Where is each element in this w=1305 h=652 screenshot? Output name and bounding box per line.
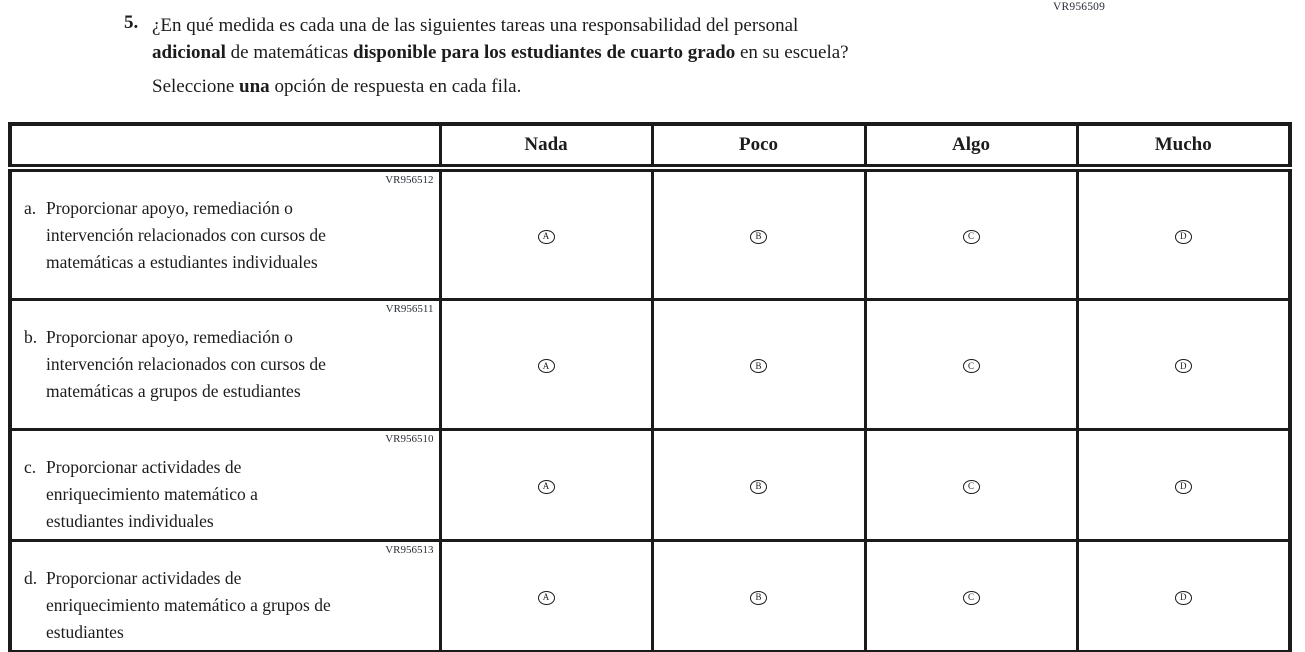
response-bubble-d-poco[interactable]: B (750, 591, 767, 605)
question-text-line1: ¿En qué medida es cada una de las siguientes tareas una responsabilidad del personal (152, 15, 799, 36)
row-b-cell-nada (440, 300, 652, 430)
row-d-cell-mucho (1077, 541, 1290, 652)
row-a-text: Proporcionar apoyo, remediación o intervención relacionados con cursos de matemáticas a estudiantes individuales (46, 198, 326, 272)
table-row-c (10, 430, 1290, 541)
response-bubble-b-algo[interactable]: C (963, 359, 980, 373)
response-bubble-d-nada[interactable]: A (538, 591, 555, 605)
row-d-item (12, 557, 439, 650)
response-bubble-d-mucho[interactable]: D (1175, 591, 1192, 605)
row-a-cell-algo (865, 168, 1077, 300)
row-d-admin-code: VR956513 (385, 544, 434, 556)
row-c-letter: c. (24, 457, 37, 477)
row-b-item (12, 316, 439, 409)
row-b-letter: b. (24, 327, 38, 347)
question-text-end: en su escuela? (735, 42, 849, 63)
question-instruction (152, 73, 1032, 100)
row-c-stub (10, 430, 440, 541)
question-bold-disponible: disponible para los estudiantes de cuarto grado (353, 42, 736, 63)
row-b-text: Proporcionar apoyo, remediación o intervención relacionados con cursos de matemáticas a grupos de estudiantes (46, 327, 326, 401)
instruction-bold-una: una (239, 76, 270, 97)
response-bubble-c-mucho[interactable]: D (1175, 480, 1192, 494)
row-a-stub (10, 168, 440, 300)
column-header-algo: Algo (865, 124, 1077, 168)
row-a-cell-poco (652, 168, 865, 300)
header-stub-cell (10, 124, 440, 168)
row-c-cell-nada (440, 430, 652, 541)
instruction-pre: Seleccione (152, 76, 240, 97)
response-matrix (8, 122, 1292, 652)
question-text-line2 (152, 39, 1032, 66)
row-b-cell-algo (865, 300, 1077, 430)
row-d-cell-nada (440, 541, 652, 652)
header-row (10, 124, 1290, 168)
table-row-d (10, 541, 1290, 652)
question-text-mid: de matemáticas (225, 42, 354, 63)
row-a-admin-code: VR956512 (385, 174, 434, 186)
response-bubble-a-algo[interactable]: C (963, 230, 980, 244)
row-c-cell-algo (865, 430, 1077, 541)
row-a-cell-nada (440, 168, 652, 300)
row-a-item (12, 187, 439, 280)
instruction-post: opción de respuesta en cada fila. (269, 76, 522, 97)
row-a-letter: a. (24, 198, 37, 218)
row-c-text: Proporcionar actividades de enriquecimiento matemático a estudiantes individuales (46, 457, 258, 531)
column-header-nada: Nada (440, 124, 652, 168)
column-header-poco: Poco (652, 124, 865, 168)
response-bubble-d-algo[interactable]: C (963, 591, 980, 605)
row-c-cell-mucho (1077, 430, 1290, 541)
response-bubble-c-algo[interactable]: C (963, 480, 980, 494)
response-bubble-a-mucho[interactable]: D (1175, 230, 1192, 244)
row-c-cell-poco (652, 430, 865, 541)
row-d-cell-poco (652, 541, 865, 652)
response-bubble-a-nada[interactable]: A (538, 230, 555, 244)
row-b-cell-mucho (1077, 300, 1290, 430)
row-b-cell-poco (652, 300, 865, 430)
response-bubble-b-mucho[interactable]: D (1175, 359, 1192, 373)
table-row-a (10, 168, 1290, 300)
row-c-item (12, 446, 439, 539)
row-c-admin-code: VR956510 (385, 433, 434, 445)
row-b-admin-code: VR956511 (385, 303, 434, 315)
response-bubble-a-poco[interactable]: B (750, 230, 767, 244)
row-d-stub (10, 541, 440, 652)
row-d-cell-algo (865, 541, 1077, 652)
response-bubble-c-poco[interactable]: B (750, 480, 767, 494)
question-block (152, 12, 1032, 100)
response-bubble-b-nada[interactable]: A (538, 359, 555, 373)
response-bubble-c-nada[interactable]: A (538, 480, 555, 494)
row-a-cell-mucho (1077, 168, 1290, 300)
question-bold-adicional: adicional (152, 42, 226, 63)
response-bubble-b-poco[interactable]: B (750, 359, 767, 373)
row-b-stub (10, 300, 440, 430)
table-row-b (10, 300, 1290, 430)
column-header-mucho: Mucho (1077, 124, 1290, 168)
page-admin-code: VR956509 (1053, 1, 1106, 13)
row-d-text: Proporcionar actividades de enriquecimiento matemático a grupos de estudiantes (46, 568, 331, 642)
question-number: 5. (124, 12, 139, 33)
row-d-letter: d. (24, 568, 38, 588)
